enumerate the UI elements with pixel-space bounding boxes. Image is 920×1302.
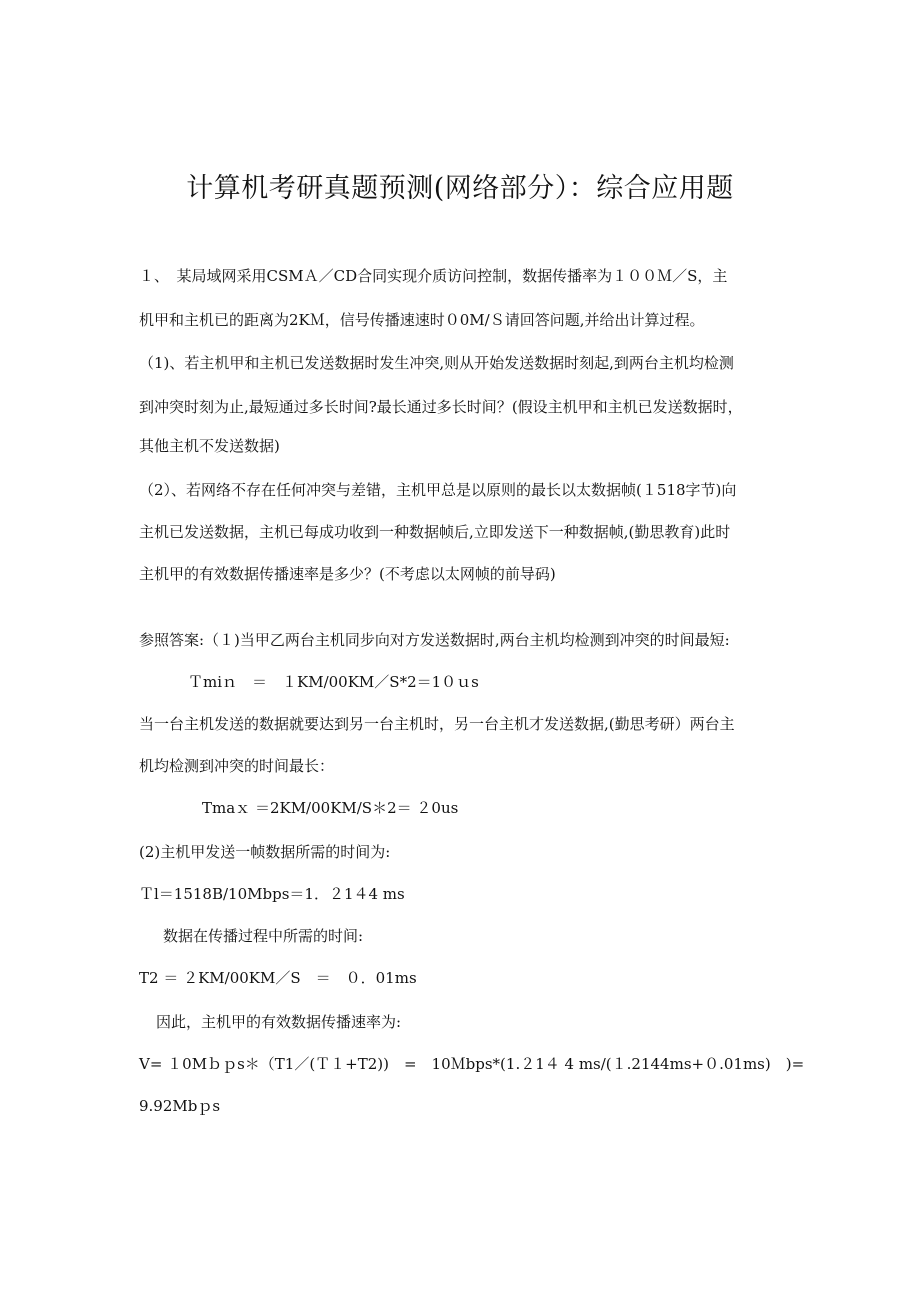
question-part2-line-2: 主机已发送数据，主机已每成功收到一种数据帧后,立即发送下一种数据帧,(勤思教育)此时 (139, 523, 731, 541)
question-part2-line-3: 主机甲的有效数据传播速率是多少？(不考虑以太网帧的前导码) (139, 565, 556, 583)
question-part1-line-3: 其他主机不发送数据) (139, 437, 280, 455)
answer-intro: 参照答案:（１)当甲乙两台主机同步向对方发送数据时,两台主机均检测到冲突的时间最短: (139, 631, 730, 649)
question-part1-line-1: （1)、若主机甲和主机已发送数据时发生冲突,则从开始发送数据时刻起,到两台主机均检测 (139, 354, 734, 372)
formula-t1: Ｔl＝1518B/10Mbps＝1．２1４4 ms (139, 885, 405, 903)
formula-tmax: Tmaｘ ＝2KM/00KM/S＊2＝ ２0us (202, 799, 459, 817)
question-part2-line-1: （2）、若网络不存在任何冲突与差错，主机甲总是以原则的最长以太数据帧(１518字节)向 (139, 481, 737, 499)
formula-t2: T2 ＝ ２KM/00KM／S ＝ ０．01ms (139, 969, 417, 987)
question-part1-line-2: 到冲突时刻为止,最短通过多长时间?最长通过多长时间？(假设主机甲和主机已发送数据时， (139, 398, 743, 416)
question-text-line-2: 机甲和主机已的距离为2KＭ，信号传播速速时０0M/Ｓ请回答问题,并给出计算过程。 (139, 311, 705, 329)
answer-text-line: 机均检测到冲突的时间最长： (139, 757, 335, 775)
formula-v: V= １0Mｂｐs＊（T1／(Ｔ１+T2)) = 10Ｍbps*(1.２1４ 4 ms/(１.2144ms+０.01ms) )= (139, 1055, 805, 1073)
answer-text-line: 数据在传播过程中所需的时间: (163, 927, 364, 945)
answer-part2-intro: (2)主机甲发送一帧数据所需的时间为: (139, 843, 391, 861)
formula-tmin: Ｔmiｎ ＝ １KM/00KM／S*2＝1０ｕs (188, 673, 479, 691)
page-title: 计算机考研真题预测(网络部分）：综合应用题 (186, 173, 734, 204)
question-text-line-1: １、 某局域网采用CSMＡ／CD合同实现介质访问控制，数据传播率为１００Ｍ／S，主 (139, 267, 728, 285)
formula-v-result: 9.92Mbｐs (139, 1097, 221, 1115)
answer-text-line: 当一台主机发送的数据就要达到另一台主机时，另一台主机才发送数据,(勤思考研）两台主 (139, 715, 735, 733)
answer-text-line: 因此，主机甲的有效数据传播速率为: (156, 1013, 402, 1031)
